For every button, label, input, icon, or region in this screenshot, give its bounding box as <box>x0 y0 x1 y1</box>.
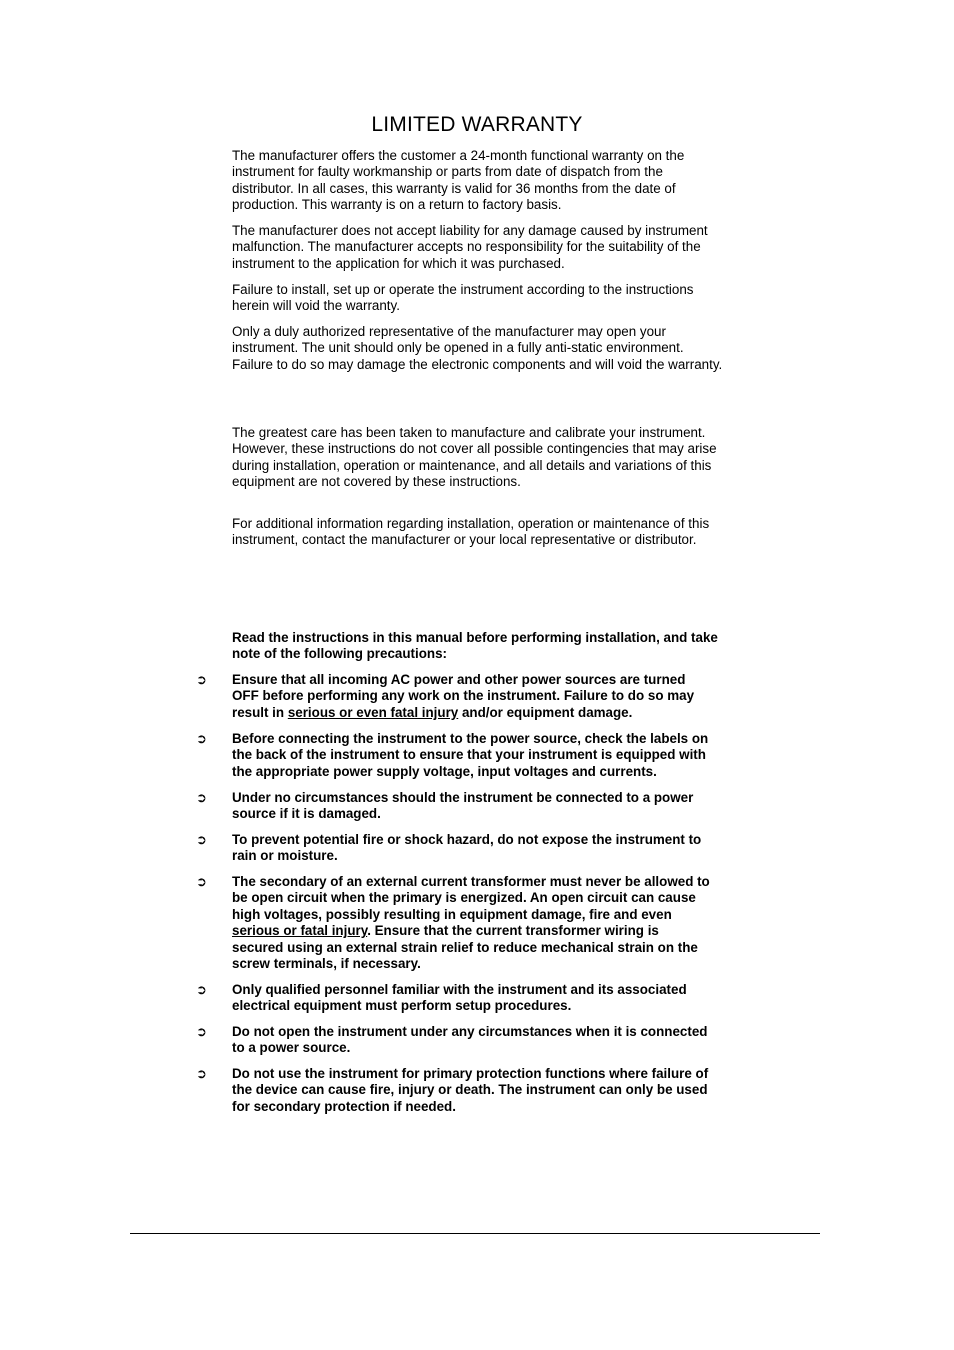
safety-item-2: Before connecting the instrument to the power source, check the labels on the back of the instrument to ensure that your instrument is equipped with the appropriate power supply voltage, input voltages and currents. <box>232 731 709 779</box>
arrow-bullet-icon: ➲ <box>196 672 207 687</box>
warranty-paragraph-2: The manufacturer does not accept liability for any damage caused by instrument malfunction. The manufacturer accepts no responsibility for the suitability of the instrument to the application for which it was purchased. <box>232 223 708 271</box>
care-paragraph-1: The greatest care has been taken to manufacture and calibrate your instrument. However, these instructions do not cover all possible contingencies that may arise during installation, operation or maintenance, and all details and variations of this equipment are not covered by these instructions. <box>232 425 717 490</box>
care-paragraph-2: For additional information regarding installation, operation or maintenance of this instrument, contact the manufacturer or your local representative or distributor. <box>232 516 710 548</box>
arrow-bullet-icon: ➲ <box>196 731 207 746</box>
safety-intro: Read the instructions in this manual before performing installation, and take note of the following precautions: <box>232 630 718 662</box>
arrow-bullet-icon: ➲ <box>196 790 207 805</box>
warranty-paragraph-3: Failure to install, set up or operate the instrument according to the instructions herein will void the warranty. <box>232 282 694 314</box>
safety-item-5: The secondary of an external current transformer must never be allowed to be open circuit when the primary is energized. An open circuit can cause high voltages, possibly resulting in equipment damage, fire and even serious or fatal injury. Ensure that the current transformer wiring is secured using an external strain relief to reduce mechanical strain on the screw terminals, if necessary. <box>232 874 710 972</box>
arrow-bullet-icon: ➲ <box>196 1066 207 1081</box>
safety-item-6: Only qualified personnel familiar with the instrument and its associated electrical equipment must perform setup procedures. <box>232 982 687 1014</box>
footer-divider <box>130 1233 820 1234</box>
safety-item-7: Do not open the instrument under any circumstances when it is connected to a power source. <box>232 1024 708 1056</box>
warranty-paragraph-1: The manufacturer offers the customer a 24-month functional warranty on the instrument for faulty workmanship or parts from date of dispatch from the distributor. In all cases, this warranty is valid for 36 months from the date of production. This warranty is on a return to factory basis. <box>232 148 685 213</box>
page-title: LIMITED WARRANTY <box>371 113 583 136</box>
arrow-bullet-icon: ➲ <box>196 832 207 847</box>
arrow-bullet-icon: ➲ <box>196 874 207 889</box>
arrow-bullet-icon: ➲ <box>196 982 207 997</box>
safety-item-4: To prevent potential fire or shock hazard, do not expose the instrument to rain or moisture. <box>232 832 702 864</box>
safety-item-8: Do not use the instrument for primary protection functions where failure of the device can cause fire, injury or death. The instrument can only be used for secondary protection if needed. <box>232 1066 709 1114</box>
warranty-paragraph-4: Only a duly authorized representative of the manufacturer may open your instrument. The unit should only be opened in a fully anti-static environment. Failure to do so may damage the electronic components and will void the warranty. <box>232 324 723 372</box>
safety-item-1: Ensure that all incoming AC power and other power sources are turned OFF before performing any work on the instrument. Failure to do so may result in serious or even fatal injury and/or equipment damage. <box>232 672 695 720</box>
arrow-bullet-icon: ➲ <box>196 1024 207 1039</box>
safety-item-3: Under no circumstances should the instrument be connected to a power source if it is damaged. <box>232 790 694 822</box>
